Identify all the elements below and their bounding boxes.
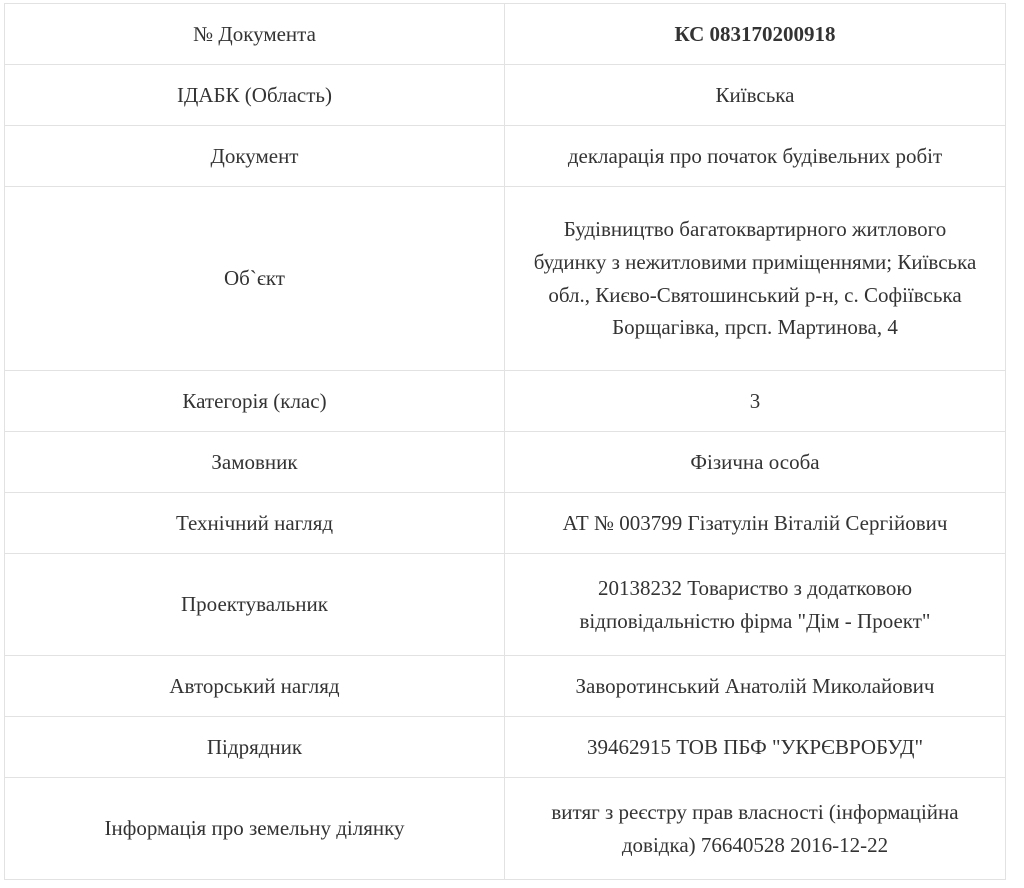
row-label: Технічний нагляд	[5, 493, 505, 554]
row-label: Категорія (клас)	[5, 371, 505, 432]
document-details-table	[4, 3, 1006, 880]
table-row-technical-supervision	[5, 493, 1006, 554]
row-label: ІДАБК (Область)	[5, 65, 505, 126]
table-row-region	[5, 65, 1006, 126]
row-label: Замовник	[5, 432, 505, 493]
row-value	[505, 4, 1006, 65]
row-value: Київська	[505, 65, 1006, 126]
row-value: Будівництво багатоквартирного житлового будинку з нежитловими приміщеннями; Київська обл., Києво-Святошинський р-н, с. Софіївська Борщагівка, прсп. Мартинова, 4	[505, 187, 1006, 371]
table-row-land-info	[5, 778, 1006, 880]
row-label: Проектувальник	[5, 554, 505, 656]
table-row-customer	[5, 432, 1006, 493]
table-row-author-supervision	[5, 656, 1006, 717]
row-value: 3	[505, 371, 1006, 432]
table-row-contractor	[5, 717, 1006, 778]
document-number-value: КС 083170200918	[674, 21, 836, 46]
row-value: декларація про початок будівельних робіт	[505, 126, 1006, 187]
table-row-designer	[5, 554, 1006, 656]
table-row-category	[5, 371, 1006, 432]
row-value: Заворотинський Анатолій Миколайович	[505, 656, 1006, 717]
row-value: Фізична особа	[505, 432, 1006, 493]
row-label: № Документа	[5, 4, 505, 65]
row-value: витяг з реєстру прав власності (інформаційна довідка) 76640528 2016-12-22	[505, 778, 1006, 880]
row-value: АТ № 003799 Гізатулін Віталій Сергійович	[505, 493, 1006, 554]
row-label: Об`єкт	[5, 187, 505, 371]
row-value: 20138232 Товариство з додатковою відповідальністю фірма "Дім - Проект"	[505, 554, 1006, 656]
row-label: Авторський нагляд	[5, 656, 505, 717]
row-label: Документ	[5, 126, 505, 187]
table-row-document-number	[5, 4, 1006, 65]
table-row-object	[5, 187, 1006, 371]
row-label: Інформація про земельну ділянку	[5, 778, 505, 880]
table-row-document-type	[5, 126, 1006, 187]
row-label: Підрядник	[5, 717, 505, 778]
row-value: 39462915 ТОВ ПБФ "УКРЄВРОБУД"	[505, 717, 1006, 778]
